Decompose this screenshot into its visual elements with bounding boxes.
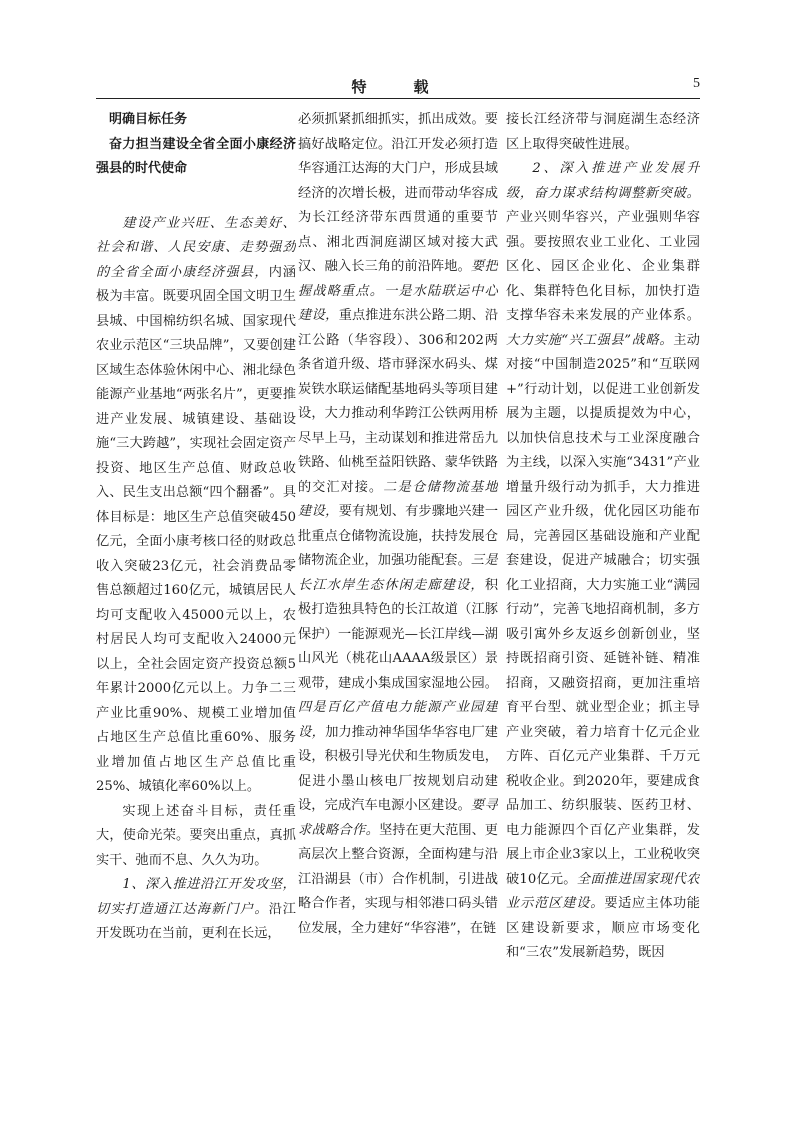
page-number: 5: [693, 76, 700, 91]
paragraph: 实现上述奋斗目标，责任重大，使命光荣。要突出重点，真抓实干、弛而不息、久久为功。: [96, 803, 296, 868]
paragraph: 2、深入推进产业发展升级，奋力谋求结构调整新突破。产业兴则华容兴，产业强则华容强。要按照农业工业化、工业园区化、园区企业化、企业集群化、集群特色化目标，加快打造支撑华容未来发展的产业体系。大力实施“兴工强县”战略。主动对接“中国制造2025”和“互联网+”行动计划，以促进工业创新发展为主题，以提质提效为中心，以加快信息技术与工业深度融合为主线，以深入实施“3431”产业增量升级行动为抓手，大力推进园区产业升级，优化园区功能布局，完善园区基础设施和产业配套建设，促进产城融合；切实强化工业招商，大力实施工业“满园行动”，完善飞地招商机制，多方吸引寓外乡友返乡创新创业，坚持既招商引资、延链补链、精准招商，又融资招商，更加注重培育平台型、就业型企业；抓主导产业突破，着力培育十亿元企业方阵、百亿元产业集群、千万元税收企业。到2020年，要建成食品加工、纺织服装、医药卫材、电力能源四个百亿产业集群，发展上市企业3家以上，工业税收突破10亿元。全面推进国家现代农业示范区建设。要适应主体功能区建设新要求，顺应市场变化和“三农”发展新趋势，既因: [506, 161, 700, 960]
section-heading: 明确目标任务: [109, 112, 188, 127]
column-3: [506, 108, 700, 1098]
paragraph: 建设产业兴旺、生态美好、社会和谐、人民安康、走势强劲的全省全面小康经济强县，内涵极为丰富。既要巩固全国文明卫生县城、中国棉纺织名城、国家现代农业示范区“三块品牌”，又要创建区域生态体验休闲中心、湘北绿色能源产业基地“两张名片”，更要推进产业发展、城镇建设、基础设施“三大跨越”，实现社会固定资产投资、地区生产总值、财政总收入、民生支出总额“四个翻番”。具体目标是：地区生产总值突破450亿元，全面小康考核口径的财政总收入突破23亿元，社会消费品零售总额超过160亿元，城镇居民人均可支配收入45000元以上，农村居民人均可支配收入24000元以上，全社会固定资产投资总额5年累计2000亿元以上。力争二三产业比重90%、规模工业增加值占地区生产总值比重60%、服务业增加值占地区生产总值比重25%、城镇化率60%以上。: [96, 215, 296, 794]
paragraph: 1、深入推进沿江开发攻坚，切实打造通江达海新门户。沿江开发既功在当前，更利在长远，: [96, 877, 296, 941]
column-2: [298, 108, 498, 1098]
paragraph: 接长江经济带与洞庭湖生态经济区上取得突破性进展。: [506, 112, 700, 152]
running-header: [96, 76, 700, 99]
column-1: [96, 108, 296, 1098]
section-title: 特 载: [351, 78, 445, 96]
section-subheading: 奋力担当建设全省全面小康经济强县的时代使命: [96, 136, 296, 176]
paragraph: 必须抓紧抓细抓实，抓出成效。要搞好战略定位。沿江开发必须打造华容通江达海的大门户，形成县域经济的次增长极，进而带动华容成为长江经济带东西贯通的重要节点、湘北西洞庭湖区域对接大武汉、融入长三角的前沿阵地。要把握战略重点。一是水陆联运中心建设，重点推进东洪公路二期、沿江公路（华容段）、306和202两条省道升级、塔市驿深水码头、煤炭铁水联运储配基地码头等项目建设，大力推动利华跨江公铁两用桥尽早上马，主动谋划和推进常岳九铁路、仙桃至益阳铁路、蒙华铁路的交汇对接。二是仓储物流基地建设，要有规划、有步骤地兴建一批重点仓储物流设施，扶持发展仓储物流企业，加强功能配套。三是长江水岸生态休闲走廊建设，积极打造独具特色的长江故道（江豚保护）一能源观光—长江岸线—湖山风光（桃花山AAAA级景区）景观带，建成小集成国家湿地公园。四是百亿产值电力能源产业园建设，加力推动神华国华华容电厂建设，积极引导光伏和生物质发电，促进小墨山核电厂按规划启动建设，完成汽车电源小区建设。要寻求战略合作。坚持在更大范围、更高层次上整合资源，全面构建与沿江沿湖县（市）合作机制，引进战略合作者，实现与相邻港口码头错位发展，全力建好“华容港”，在链: [298, 112, 498, 936]
